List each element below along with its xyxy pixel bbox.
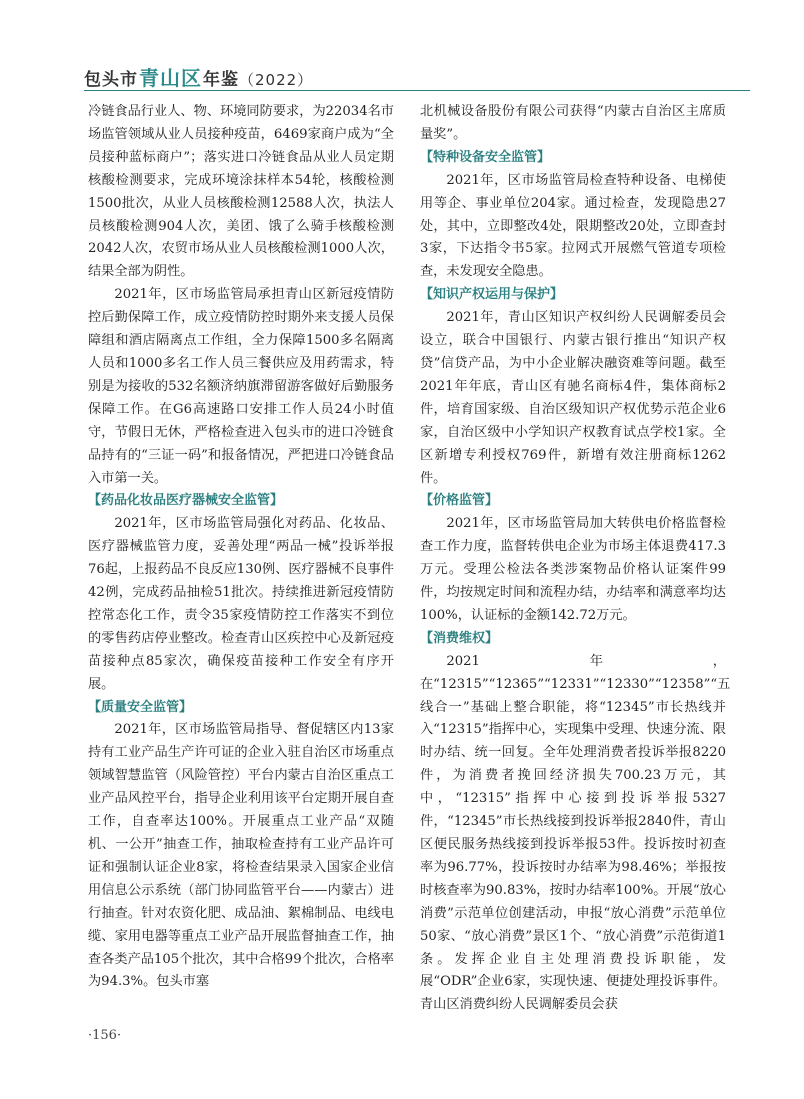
paragraph: 2021年，在“12315”“12365”“12331”“12330”“12358”“五线合一”基础上整合职能，将“12345”市长热线并入“12315”指挥中心，实现集中受理、快速分流、限时办结、统一回复。全年处理消费者投诉举报8220件，为消费者挽回经济损失700.23万元，其中，“12315”指挥中心接到投诉举报5327件，“12345”市长热线接到投诉举报2840件，青山区便民服务热线接到投诉举报53件。投诉按时初查率为96.77%，投诉按时办结率为98.46%；举报按时核查率为90.83%，按时办结率100%。开展“放心消费”示范单位创建活动，申报“放心消费”示范单位50家、“放心消费”景区1个、“放心消费”示范街道1条。发挥企业自主处理消费投诉职能，发展“ODR”企业6家，实现快速、便捷处理投诉事件。青山区消费纠纷人民调解委员会获 — [420, 653, 731, 1013]
title-year: （2022） — [239, 71, 314, 89]
right-column — [420, 101, 731, 1017]
title-suffix: 年鉴 — [203, 70, 239, 90]
running-header — [84, 60, 750, 91]
section-heading: 【特种设备安全监管】 — [420, 149, 551, 165]
paragraph: 2021年，区市场监管局加大转供电价格监督检查工作力度，监督转供电企业为市场主体退费417.3万元。受理公检法各类涉案物品价格认证案件99件，均按规定时间和流程办结，办结率和满意率均达100%，认证标的金额142.72万元。 — [420, 516, 726, 623]
yearbook-title — [84, 62, 313, 91]
paragraph: 2021年，区市场监管局强化对药品、化妆品、医疗器械监管力度，妥善处理“两品一械”投诉举报76起，上报药品不良反应130例、医疗器械不良事件42例，完成药品抽检51批次。持续推进新冠疫情防控常态化工作，责令35家疫情防控工作落实不到位的零售药店停业整改。检查青山区疾控中心及新冠疫苗接种点85家次，确保疫苗接种工作安全有序开展。 — [88, 516, 394, 692]
section-heading: 【知识产权运用与保护】 — [420, 287, 564, 303]
left-column — [88, 101, 394, 994]
section-heading: 【价格监管】 — [420, 493, 499, 509]
paragraph: 北机械设备股份有限公司获得“内蒙古自治区主席质量奖”。 — [420, 104, 726, 142]
title-brand: 青山区 — [139, 66, 202, 90]
paragraph: 2021年，青山区知识产权纠纷人民调解委员会设立，联合中国银行、内蒙古银行推出“知识产权贷”信贷产品，为中小企业解决融资难等问题。截至2021年年底，青山区有驰名商标4件，集体商标2件，培育国家级、自治区级知识产权优势示范企业6家，自治区级中小学知识产权教育试点学校1家。全区新增专利授权769件，新增有效注册商标1262件。 — [420, 310, 726, 486]
section-heading: 【消费维权】 — [420, 630, 499, 646]
title-prefix: 包头市 — [84, 70, 138, 90]
paragraph: 冷链食品行业人、物、环境同防要求，为22034名市场监管领域从业人员接种疫苗，6469家商户成为“全员接种蓝标商户”；落实进口冷链食品从业人员定期核酸检测要求，完成环境涂抹样本54轮，核酸检测1500批次，从业人员核酸检测12588人次，执法人员核酸检测904人次，美团、饿了么骑手核酸检测2042人次，农贸市场从业人员核酸检测1000人次，结果全部为阴性。 — [88, 104, 394, 280]
paragraph: 2021年，区市场监管局承担青山区新冠疫情防控后勤保障工作，成立疫情防控时期外来支援人员保障组和酒店隔离点工作组，全力保障1500多名隔离人员和1000多名工作人员三餐供应及用药需求，特别是为接收的532名额济纳旗滞留游客做好后勤服务保障工作。在G6高速路口安排工作人员24小时值守，节假日无休，严格检查进入包头市的进口冷链食品持有的“三证一码”和报备情况，严把进口冷链食品入市第一关。 — [88, 287, 394, 486]
section-heading: 【质量安全监管】 — [88, 699, 193, 715]
section-heading: 【药品化妆品医疗器械安全监管】 — [88, 493, 284, 509]
page-number: ·156· — [88, 1028, 122, 1043]
paragraph: 2021年，区市场监管局检查特种设备、电梯使用等企、事业单位204家。通过检查，发现隐患27处，其中，立即整改4处，限期整改20处，立即查封3家，下达指令书5家。拉网式开展燃气管道专项检查，未发现安全隐患。 — [420, 172, 726, 280]
paragraph: 2021年，区市场监管局指导、督促辖区内13家持有工业产品生产许可证的企业入驻自治区市场重点领域智慧监管（风险管控）平台内蒙古自治区重点工业产品风控平台，指导企业利用该平台定期开展自查工作，自查率达100%。开展重点工业产品“双随机、一公开”抽查工作，抽取检查持有工业产品许可证和强制认证企业8家，将检查结果录入国家企业信用信息公示系统（部门协同监管平台——内蒙古）进行抽查。针对农资化肥、成品油、絮棉制品、电线电缆、家用电器等重点工业产品开展监督抽查工作，抽查各类产品105个批次，其中合格99个批次，合格率为94.3%。包头市塞 — [88, 722, 394, 990]
